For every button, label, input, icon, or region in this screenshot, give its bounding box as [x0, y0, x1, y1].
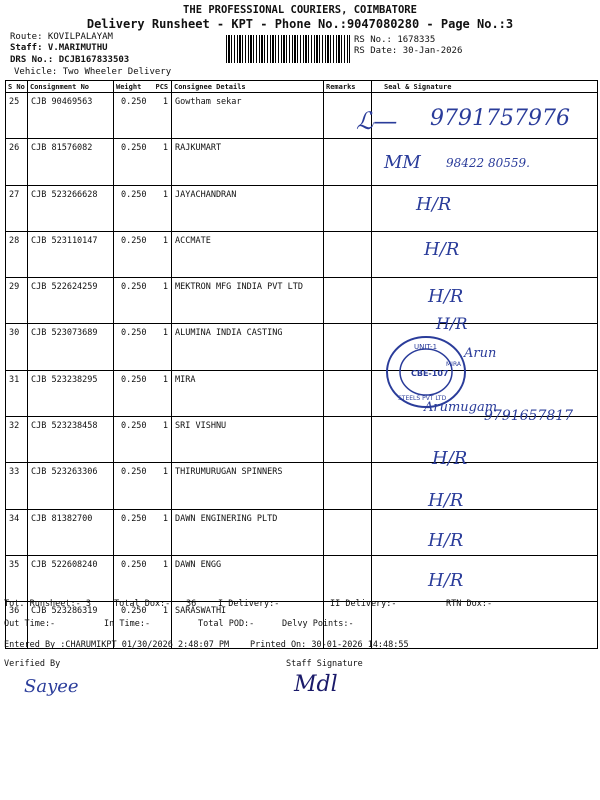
row-pcs: 1: [154, 417, 172, 463]
staff-signature: Mdl: [294, 672, 338, 697]
row-weight: 0.250: [114, 417, 154, 463]
row-pcs: 1: [154, 602, 172, 648]
row-consignee: DAWN ENGG: [172, 555, 324, 601]
row-consignee: SARASWATHI: [172, 602, 324, 648]
table-header: [6, 81, 598, 93]
row-sno: 35: [6, 555, 28, 601]
table-row: [6, 555, 598, 601]
stamp-text-unit: UNIT-1: [414, 343, 438, 351]
row-seal-signature: [372, 509, 598, 555]
row-sno: 26: [6, 139, 28, 185]
total-pod: Total POD:-: [198, 619, 255, 629]
handwritten-hr-28: H/R: [424, 239, 460, 260]
stamp-text-mira: MIRA: [446, 361, 461, 368]
row-sno: 31: [6, 370, 28, 416]
company-stamp: [384, 334, 468, 410]
row-pcs: 1: [154, 555, 172, 601]
row-pcs: 1: [154, 370, 172, 416]
staff-label: Staff: V.MARIMUTHU: [10, 43, 108, 53]
handwritten-signature-31: Arun: [464, 346, 497, 361]
row-pcs: 1: [154, 139, 172, 185]
col-seal: Seal & Signature: [372, 81, 598, 93]
handwritten-hr-30: H/R: [436, 314, 468, 333]
row-seal-signature: [372, 463, 598, 509]
total-dox-label: Total Dox:-: [114, 599, 171, 609]
tot-runsheet: Tot. Runsheet:- 3: [4, 599, 91, 609]
handwritten-hr-36: H/R: [428, 570, 464, 591]
row-seal-signature: [372, 185, 598, 231]
total-dox-value: 36: [186, 599, 197, 609]
row-sno: 27: [6, 185, 28, 231]
rs-date: RS Date: 30-Jan-2026: [354, 46, 463, 56]
handwritten-hr-27: H/R: [416, 194, 452, 215]
row-consignee: MIRA: [172, 370, 324, 416]
row-sno: 33: [6, 463, 28, 509]
stamp-text-cbe: CBE-107: [411, 369, 449, 378]
row-consignee: JAYACHANDRAN: [172, 185, 324, 231]
handwritten-signature-26: MM: [384, 152, 421, 173]
row-consignee: ACCMATE: [172, 231, 324, 277]
row-seal-signature: [372, 278, 598, 324]
row-weight: 0.250: [114, 93, 154, 139]
row-weight: 0.250: [114, 555, 154, 601]
row-weight: 0.250: [114, 139, 154, 185]
row-sno: 29: [6, 278, 28, 324]
row-consignee: Gowtham sekar: [172, 93, 324, 139]
row-consignment-no: CJB 523286319: [28, 602, 114, 648]
col-consignment: Consignment No: [28, 81, 114, 93]
entered-by: Entered By :CHARUMIKPT 01/30/2026 2:48:07 PM: [4, 640, 230, 650]
row-sno: 28: [6, 231, 28, 277]
row-consignment-no: CJB 523110147: [28, 231, 114, 277]
handwritten-hr-29: H/R: [428, 286, 464, 307]
row-consignee: DAWN ENGINERING PLTD: [172, 509, 324, 555]
row-consignment-no: CJB 81382700: [28, 509, 114, 555]
col-remarks: Remarks: [324, 81, 372, 93]
handwritten-phone-26: 98422 80559.: [446, 156, 530, 170]
row-consignee: SRI VISHNU: [172, 417, 324, 463]
table-row: [6, 278, 598, 324]
printed-on: Printed On: 30-01-2026 14:48:55: [250, 640, 409, 650]
row-weight: 0.250: [114, 278, 154, 324]
row-pcs: 1: [154, 463, 172, 509]
row-consignee: RAJKUMART: [172, 139, 324, 185]
row-remarks: [324, 324, 372, 370]
row-remarks: [324, 370, 372, 416]
handwritten-hr-34: H/R: [428, 490, 464, 511]
table-row: [6, 509, 598, 555]
stamp-text-steels: STEELS PVT LTD: [398, 395, 447, 402]
in-time: In Time:-: [104, 619, 151, 629]
row-seal-signature: [372, 555, 598, 601]
row-remarks: [324, 139, 372, 185]
row-consignment-no: CJB 523266628: [28, 185, 114, 231]
staff-signature-label: Staff Signature: [286, 659, 363, 669]
i-delivery: I Delivery:-: [218, 599, 280, 609]
table-row: [6, 324, 598, 370]
row-seal-signature: [372, 231, 598, 277]
row-consignment-no: CJB 523238295: [28, 370, 114, 416]
row-consignment-no: CJB 522624259: [28, 278, 114, 324]
handwritten-phone-32: 9791657817: [484, 408, 574, 424]
table-row: [6, 185, 598, 231]
row-consignment-no: CJB 523073689: [28, 324, 114, 370]
handwritten-signature-25: ℒ—: [356, 107, 398, 135]
row-weight: 0.250: [114, 509, 154, 555]
handwritten-hr-35: H/R: [428, 530, 464, 551]
route-label: Route: KOVILPALAYAM: [10, 32, 113, 42]
row-weight: 0.250: [114, 602, 154, 648]
table-row: [6, 463, 598, 509]
verified-signature: Sayee: [24, 676, 79, 697]
col-pcs: PCS: [154, 81, 172, 93]
company-title: THE PROFESSIONAL COURIERS, COIMBATORE: [183, 4, 417, 16]
runsheet-subtitle: Delivery Runsheet - KPT - Phone No.:9047080280 - Page No.:3: [86, 17, 514, 31]
ii-delivery: II Delivery:-: [330, 599, 397, 609]
row-consignment-no: CJB 522608240: [28, 555, 114, 601]
drs-label: DRS No.: DCJB167833503: [10, 55, 130, 65]
row-consignment-no: CJB 90469563: [28, 93, 114, 139]
row-weight: 0.250: [114, 370, 154, 416]
row-sno: 36: [6, 602, 28, 648]
row-remarks: [324, 555, 372, 601]
rs-no: RS No.: 1678335: [354, 35, 436, 45]
row-remarks: [324, 231, 372, 277]
col-consignee: Consignee Details: [172, 81, 324, 93]
rtn-dox: RTN Dox:-: [446, 599, 493, 609]
row-weight: 0.250: [114, 185, 154, 231]
row-pcs: 1: [154, 93, 172, 139]
handwritten-name-32: Arumugam: [424, 400, 498, 415]
row-pcs: 1: [154, 324, 172, 370]
row-sno: 25: [6, 93, 28, 139]
out-time: Out Time:-: [4, 619, 56, 629]
row-pcs: 1: [154, 509, 172, 555]
row-consignment-no: CJB 523238458: [28, 417, 114, 463]
row-consignee: MEKTRON MFG INDIA PVT LTD: [172, 278, 324, 324]
col-sno: S No: [6, 81, 28, 93]
row-weight: 0.250: [114, 231, 154, 277]
row-pcs: 1: [154, 278, 172, 324]
handwritten-phone-25: 9791757976: [430, 106, 570, 131]
row-sno: 30: [6, 324, 28, 370]
row-remarks: [324, 278, 372, 324]
row-weight: 0.250: [114, 463, 154, 509]
row-remarks: [324, 417, 372, 463]
row-remarks: [324, 509, 372, 555]
barcode: [226, 35, 350, 63]
row-sno: 34: [6, 509, 28, 555]
row-consignment-no: CJB 523263306: [28, 463, 114, 509]
handwritten-hr-33: H/R: [432, 448, 468, 469]
vehicle-label: Vehicle: Two Wheeler Delivery: [14, 67, 172, 77]
row-pcs: 1: [154, 185, 172, 231]
row-consignee: ALUMINA INDIA CASTING: [172, 324, 324, 370]
col-weight: Weight: [114, 81, 154, 93]
verified-by: Verified By: [4, 659, 61, 669]
row-consignment-no: CJB 81576082: [28, 139, 114, 185]
row-consignee: THIRUMURUGAN SPINNERS: [172, 463, 324, 509]
row-weight: 0.250: [114, 324, 154, 370]
row-remarks: [324, 185, 372, 231]
row-remarks: [324, 463, 372, 509]
table-row: [6, 231, 598, 277]
row-sno: 32: [6, 417, 28, 463]
delvy-points: Delvy Points:-: [282, 619, 354, 629]
row-pcs: 1: [154, 231, 172, 277]
